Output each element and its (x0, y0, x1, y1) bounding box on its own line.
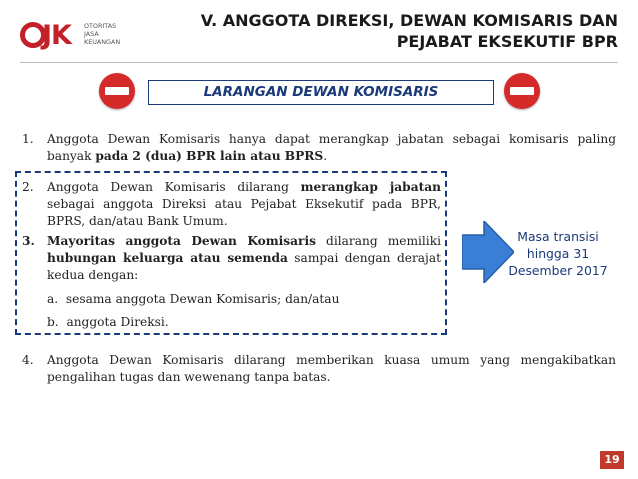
item-text-part: . (323, 149, 328, 163)
list-item-1 (22, 131, 616, 165)
transition-line: hingga 31 (526, 246, 590, 261)
item-number: 1. (22, 132, 34, 146)
item-text (47, 233, 441, 284)
transition-note (498, 228, 618, 279)
item-text-part: Anggota Dewan Komisaris hanya dapat merangkap jabatan sebagai komisaris paling banyak (47, 132, 616, 163)
ojk-logo-text (84, 22, 120, 46)
sub-item-text: anggota Direksi. (66, 315, 169, 329)
logo-line: JASA (84, 30, 99, 38)
transition-line: Masa transisi (517, 229, 599, 244)
ojk-logo-letters: JK (42, 20, 71, 51)
page-title (201, 10, 618, 52)
sub-item-letter: b. (47, 315, 59, 329)
section-banner: LARANGAN DEWAN KOMISARIS (148, 80, 494, 105)
list-item-4 (22, 352, 616, 386)
sub-item-letter: a. (47, 292, 59, 306)
title-line-2: PEJABAT EKSEKUTIF BPR (396, 32, 618, 51)
item-number: 2. (22, 180, 34, 194)
no-entry-icon (99, 73, 135, 109)
title-line-1: V. ANGGOTA DIREKSI, DEWAN KOMISARIS DAN (200, 11, 618, 30)
logo-line: OTORITAS (84, 22, 117, 30)
item-text-bold: hubungan keluarga atau semenda (47, 251, 288, 265)
item-text: Anggota Dewan Komisaris dilarang memberikan kuasa umum yang mengakibatkan pengalihan tugas dan wewenang tanpa batas. (47, 353, 616, 384)
list-item-3 (22, 233, 441, 284)
sub-item-text: sesama anggota Dewan Komisaris; dan/atau (65, 292, 340, 306)
item-number: 3. (22, 234, 35, 248)
item-number: 4. (22, 353, 34, 367)
item-text-bold: merangkap jabatan (300, 180, 441, 194)
ojk-logo-mark (20, 18, 82, 58)
item-text-bold: Mayoritas anggota Dewan Komisaris (47, 234, 316, 248)
ojk-logo (20, 16, 135, 60)
transition-line: Desember 2017 (508, 263, 608, 278)
sub-item-a (47, 291, 339, 308)
no-entry-icon (504, 73, 540, 109)
sub-item-b (47, 314, 169, 331)
item-text-part: Anggota Dewan Komisaris dilarang (47, 180, 301, 194)
title-divider (20, 62, 618, 63)
list-item-2 (22, 179, 441, 230)
page-number: 19 (600, 451, 624, 469)
item-text-part: dilarang memiliki (315, 234, 441, 248)
item-text (47, 179, 441, 230)
item-text-bold: pada 2 (dua) BPR lain atau BPRS (95, 149, 324, 163)
logo-line: KEUANGAN (84, 38, 121, 46)
item-text-part: sebagai anggota Direksi atau Pejabat Eksekutif pada BPR, BPRS, dan/atau Bank Umum. (47, 197, 441, 228)
item-text-part: sampai dengan derajat kedua dengan: (47, 251, 442, 282)
item-text (47, 131, 616, 165)
